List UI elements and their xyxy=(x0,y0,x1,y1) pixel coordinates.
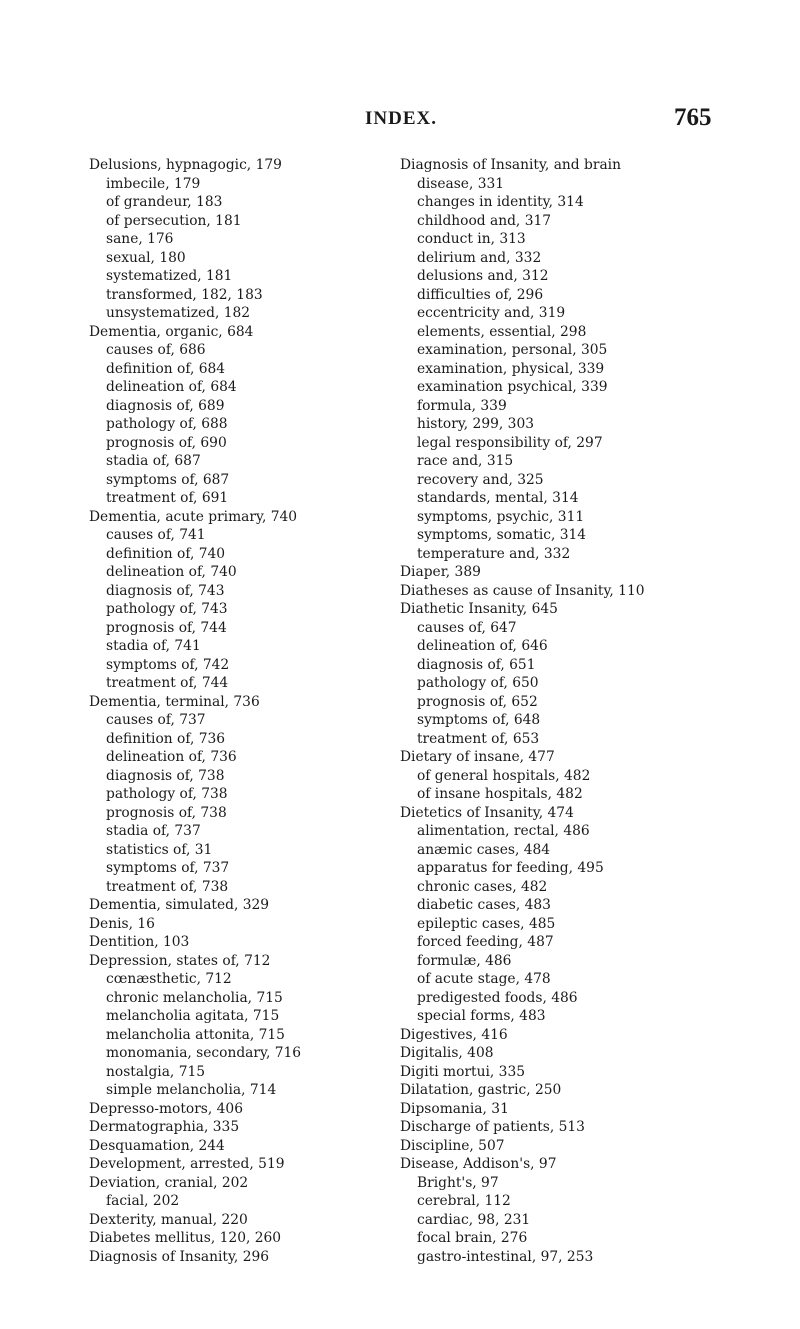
index-entry: Dementia, terminal, 736 xyxy=(89,693,260,710)
page-title: INDEX. xyxy=(365,108,437,129)
index-subentry: definition of, 736 xyxy=(106,730,226,747)
index-subentry: facial, 202 xyxy=(106,1193,180,1209)
index-subentry: prognosis of, 744 xyxy=(106,619,227,636)
index-subentry: sexual, 180 xyxy=(106,249,186,266)
index-subentry: transformed, 182, 183 xyxy=(106,286,263,303)
page-header xyxy=(0,104,800,134)
index-subentry: chronic cases, 482 xyxy=(417,878,548,895)
index-entry: Discharge of patients, 513 xyxy=(400,1119,585,1135)
index-subentry: formula, 339 xyxy=(417,397,507,414)
index-entry: Digestives, 416 xyxy=(400,1026,508,1043)
index-subentry: prognosis of, 652 xyxy=(417,693,538,710)
index-subentry: Bright's, 97 xyxy=(417,1174,499,1191)
index-subentry: prognosis of, 690 xyxy=(106,434,227,451)
index-subentry: imbecile, 179 xyxy=(106,175,201,192)
index-subentry: treatment of, 738 xyxy=(106,878,229,895)
index-subentry: cardiac, 98, 231 xyxy=(417,1211,531,1228)
index-subentry: predigested foods, 486 xyxy=(417,989,578,1006)
index-subentry: pathology of, 743 xyxy=(106,601,228,617)
index-subentry: stadia of, 741 xyxy=(106,638,201,654)
index-entry: Diaper, 389 xyxy=(400,564,481,580)
index-subentry: chronic melancholia, 715 xyxy=(106,989,283,1006)
index-subentry: formulæ, 486 xyxy=(417,952,512,969)
index-column-right xyxy=(400,156,720,1266)
index-entry: Diagnosis of Insanity, and brain xyxy=(400,157,621,173)
index-subentry: delusions and, 312 xyxy=(417,268,549,284)
index-subentry: delirium and, 332 xyxy=(417,249,542,266)
index-subentry: examination, physical, 339 xyxy=(417,360,605,377)
index-entry: Diabetes mellitus, 120, 260 xyxy=(89,1230,282,1246)
index-entry: Dentition, 103 xyxy=(89,934,190,950)
index-subentry: symptoms of, 742 xyxy=(106,656,230,673)
index-entry: Disease, Addison's, 97 xyxy=(400,1156,557,1172)
index-subentry: of general hospitals, 482 xyxy=(417,767,591,784)
index-entry: Diathetic Insanity, 645 xyxy=(400,601,558,617)
index-subentry: eccentricity and, 319 xyxy=(417,305,566,321)
index-subentry: changes in identity, 314 xyxy=(417,194,584,210)
page-number: 765 xyxy=(674,104,712,131)
index-entry: Dementia, organic, 684 xyxy=(89,323,254,340)
index-subentry: standards, mental, 314 xyxy=(417,490,579,506)
index-entry: Digiti mortui, 335 xyxy=(400,1063,525,1080)
index-entry: Diagnosis of Insanity, 296 xyxy=(89,1248,270,1265)
index-subentry: pathology of, 738 xyxy=(106,786,228,802)
index-subentry: definition of, 684 xyxy=(106,360,226,377)
index-subentry: unsystematized, 182 xyxy=(106,305,251,321)
index-subentry: causes of, 647 xyxy=(417,619,517,636)
index-subentry: history, 299, 303 xyxy=(417,416,534,432)
index-subentry: melancholia agitata, 715 xyxy=(106,1008,280,1024)
index-subentry: temperature and, 332 xyxy=(417,545,571,562)
index-subentry: of acute stage, 478 xyxy=(417,971,551,987)
index-subentry: of persecution, 181 xyxy=(106,212,242,229)
index-subentry: delineation of, 646 xyxy=(417,638,548,654)
index-subentry: symptoms of, 737 xyxy=(106,860,230,876)
index-subentry: of grandeur, 183 xyxy=(106,194,223,210)
index-entry: Dermatographia, 335 xyxy=(89,1119,240,1135)
index-subentry: conduct in, 313 xyxy=(417,231,526,247)
index-subentry: sane, 176 xyxy=(106,231,174,247)
index-subentry: causes of, 741 xyxy=(106,527,206,543)
index-subentry: treatment of, 653 xyxy=(417,730,540,747)
index-subentry: race and, 315 xyxy=(417,453,514,469)
index-column-left xyxy=(89,156,434,1266)
index-entry: Delusions, hypnagogic, 179 xyxy=(89,157,282,173)
index-entry: Dietetics of Insanity, 474 xyxy=(400,804,574,821)
index-subentry: disease, 331 xyxy=(417,175,505,192)
index-subentry: symptoms of, 687 xyxy=(106,471,230,488)
index-entry: Dipsomania, 31 xyxy=(400,1100,509,1117)
index-subentry: stadia of, 737 xyxy=(106,823,201,839)
index-subentry: elements, essential, 298 xyxy=(417,323,587,340)
index-entry: Digitalis, 408 xyxy=(400,1045,494,1061)
index-subentry: pathology of, 650 xyxy=(417,675,539,691)
index-subentry: diagnosis of, 743 xyxy=(106,582,225,599)
index-subentry: treatment of, 691 xyxy=(106,490,229,506)
index-subentry: symptoms, somatic, 314 xyxy=(417,527,587,543)
index-subentry: examination psychical, 339 xyxy=(417,379,608,395)
index-entry: Denis, 16 xyxy=(89,915,155,932)
index-entry: Dilatation, gastric, 250 xyxy=(400,1082,562,1098)
index-subentry: gastro-intestinal, 97, 253 xyxy=(417,1248,594,1265)
index-subentry: focal brain, 276 xyxy=(417,1230,528,1246)
index-subentry: special forms, 483 xyxy=(417,1008,546,1024)
index-subentry: systematized, 181 xyxy=(106,268,233,284)
index-subentry: legal responsibility of, 297 xyxy=(417,434,603,451)
index-subentry: simple melancholia, 714 xyxy=(106,1082,277,1098)
index-subentry: cerebral, 112 xyxy=(417,1193,511,1209)
index-entry: Discipline, 507 xyxy=(400,1137,505,1154)
index-subentry: difficulties of, 296 xyxy=(417,286,544,303)
index-entry: Desquamation, 244 xyxy=(89,1137,225,1154)
index-subentry: apparatus for feeding, 495 xyxy=(417,860,604,876)
index-entry: Depresso-motors, 406 xyxy=(89,1100,243,1117)
index-subentry: diagnosis of, 689 xyxy=(106,397,225,414)
index-subentry: melancholia attonita, 715 xyxy=(106,1026,285,1043)
index-subentry: childhood and, 317 xyxy=(417,212,552,229)
index-entry: Dexterity, manual, 220 xyxy=(89,1211,248,1228)
index-entry: Dementia, simulated, 329 xyxy=(89,897,270,913)
index-subentry: forced feeding, 487 xyxy=(417,934,554,950)
index-subentry: nostalgia, 715 xyxy=(106,1063,206,1080)
index-subentry: treatment of, 744 xyxy=(106,675,229,691)
index-subentry: delineation of, 684 xyxy=(106,379,237,395)
index-subentry: causes of, 737 xyxy=(106,712,206,728)
index-subentry: examination, personal, 305 xyxy=(417,342,608,358)
index-subentry: monomania, secondary, 716 xyxy=(106,1045,302,1061)
index-subentry: symptoms of, 648 xyxy=(417,712,541,728)
index-subentry: pathology of, 688 xyxy=(106,416,228,432)
index-entry: Dementia, acute primary, 740 xyxy=(89,508,298,525)
index-subentry: diagnosis of, 651 xyxy=(417,656,536,673)
index-subentry: diabetic cases, 483 xyxy=(417,897,551,913)
index-subentry: anæmic cases, 484 xyxy=(417,841,551,858)
index-subentry: stadia of, 687 xyxy=(106,453,201,469)
index-subentry: prognosis of, 738 xyxy=(106,804,227,821)
index-subentry: epileptic cases, 485 xyxy=(417,915,556,932)
index-entry: Deviation, cranial, 202 xyxy=(89,1174,249,1191)
index-subentry: diagnosis of, 738 xyxy=(106,767,225,784)
index-subentry: statistics of, 31 xyxy=(106,841,213,858)
index-subentry: delineation of, 736 xyxy=(106,749,237,765)
index-subentry: recovery and, 325 xyxy=(417,471,544,488)
index-entry: Depression, states of, 712 xyxy=(89,952,271,969)
index-entry: Dietary of insane, 477 xyxy=(400,749,555,765)
index-subentry: alimentation, rectal, 486 xyxy=(417,823,590,839)
index-entry: Diatheses as cause of Insanity, 110 xyxy=(400,582,645,599)
index-subentry: symptoms, psychic, 311 xyxy=(417,508,585,525)
index-subentry: definition of, 740 xyxy=(106,545,226,562)
index-subentry: causes of, 686 xyxy=(106,342,206,358)
index-subentry: of insane hospitals, 482 xyxy=(417,786,583,802)
index-entry: Development, arrested, 519 xyxy=(89,1156,285,1172)
index-subentry: cœnæsthetic, 712 xyxy=(106,971,232,987)
index-subentry: delineation of, 740 xyxy=(106,564,237,580)
